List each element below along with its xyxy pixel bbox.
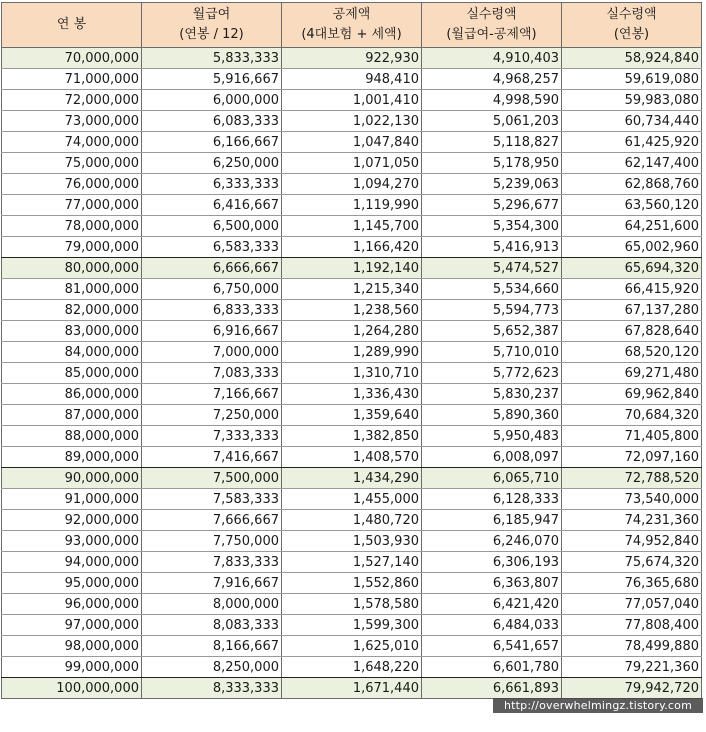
annual-salary-cell: 92,000,000 xyxy=(2,510,142,531)
monthly-salary-cell: 7,250,000 xyxy=(142,405,282,426)
net-monthly-cell: 6,363,807 xyxy=(422,573,562,594)
table-row xyxy=(2,48,702,69)
net-monthly-cell: 6,601,780 xyxy=(422,657,562,678)
deduction-cell: 1,238,560 xyxy=(282,300,422,321)
net-monthly-cell: 6,185,947 xyxy=(422,510,562,531)
deduction-cell: 1,264,280 xyxy=(282,321,422,342)
net-monthly-cell: 5,416,913 xyxy=(422,237,562,258)
deduction-cell: 1,289,990 xyxy=(282,342,422,363)
net-annual-cell: 64,251,600 xyxy=(562,216,702,237)
annual-salary-cell: 72,000,000 xyxy=(2,90,142,111)
header-line: (연봉) xyxy=(613,27,650,42)
deduction-cell: 1,382,850 xyxy=(282,426,422,447)
annual-salary-cell: 94,000,000 xyxy=(2,552,142,573)
table-body xyxy=(2,48,702,699)
monthly-salary-cell: 7,500,000 xyxy=(142,468,282,489)
deduction-cell: 1,336,430 xyxy=(282,384,422,405)
net-annual-cell: 79,221,360 xyxy=(562,657,702,678)
net-annual-cell: 77,057,040 xyxy=(562,594,702,615)
table-row xyxy=(2,258,702,279)
watermark: http://overwhelmingz.tistory.com xyxy=(493,698,703,713)
monthly-salary-cell: 7,166,667 xyxy=(142,384,282,405)
annual-salary-cell: 76,000,000 xyxy=(2,174,142,195)
net-monthly-cell: 6,661,893 xyxy=(422,678,562,699)
table-row xyxy=(2,174,702,195)
table-row xyxy=(2,552,702,573)
net-annual-cell: 67,828,640 xyxy=(562,321,702,342)
monthly-salary-cell: 7,833,333 xyxy=(142,552,282,573)
deduction-cell: 1,119,990 xyxy=(282,195,422,216)
header-line: 연 봉 xyxy=(56,17,87,32)
net-annual-cell: 74,952,840 xyxy=(562,531,702,552)
net-monthly-cell: 5,652,387 xyxy=(422,321,562,342)
net-annual-cell: 74,231,360 xyxy=(562,510,702,531)
monthly-salary-cell: 6,833,333 xyxy=(142,300,282,321)
annual-salary-header xyxy=(2,3,142,48)
net-annual-cell: 69,271,480 xyxy=(562,363,702,384)
table-header xyxy=(2,3,702,48)
deduction-cell: 1,022,130 xyxy=(282,111,422,132)
monthly-salary-cell: 5,916,667 xyxy=(142,69,282,90)
table-row xyxy=(2,153,702,174)
net-annual-cell: 61,425,920 xyxy=(562,132,702,153)
deduction-cell: 1,145,700 xyxy=(282,216,422,237)
monthly-salary-cell: 7,583,333 xyxy=(142,489,282,510)
net-monthly-cell: 4,998,590 xyxy=(422,90,562,111)
net-monthly-cell: 5,118,827 xyxy=(422,132,562,153)
monthly-salary-cell: 8,083,333 xyxy=(142,615,282,636)
table-row xyxy=(2,594,702,615)
annual-salary-cell: 99,000,000 xyxy=(2,657,142,678)
net-annual-cell: 66,415,920 xyxy=(562,279,702,300)
monthly-salary-cell: 6,750,000 xyxy=(142,279,282,300)
annual-salary-cell: 87,000,000 xyxy=(2,405,142,426)
table-row xyxy=(2,447,702,468)
salary-table xyxy=(1,2,702,699)
deduction-cell: 1,001,410 xyxy=(282,90,422,111)
monthly-salary-cell: 6,666,667 xyxy=(142,258,282,279)
annual-salary-cell: 84,000,000 xyxy=(2,342,142,363)
annual-salary-cell: 80,000,000 xyxy=(2,258,142,279)
deduction-cell: 922,930 xyxy=(282,48,422,69)
table-row xyxy=(2,531,702,552)
annual-salary-cell: 96,000,000 xyxy=(2,594,142,615)
net-annual-cell: 75,674,320 xyxy=(562,552,702,573)
net-monthly-cell: 5,354,300 xyxy=(422,216,562,237)
deduction-cell: 1,527,140 xyxy=(282,552,422,573)
net-annual-cell: 72,097,160 xyxy=(562,447,702,468)
table-row xyxy=(2,363,702,384)
table-row xyxy=(2,279,702,300)
monthly-salary-cell: 5,833,333 xyxy=(142,48,282,69)
table-row xyxy=(2,510,702,531)
net-annual-cell: 67,137,280 xyxy=(562,300,702,321)
annual-salary-cell: 90,000,000 xyxy=(2,468,142,489)
header-line: 월급여 xyxy=(192,7,231,22)
monthly-salary-cell: 6,500,000 xyxy=(142,216,282,237)
net-annual-cell: 79,942,720 xyxy=(562,678,702,699)
annual-salary-cell: 85,000,000 xyxy=(2,363,142,384)
deduction-cell: 1,671,440 xyxy=(282,678,422,699)
deduction-cell: 1,599,300 xyxy=(282,615,422,636)
table-row xyxy=(2,90,702,111)
monthly-salary-cell: 6,583,333 xyxy=(142,237,282,258)
deduction-cell: 1,434,290 xyxy=(282,468,422,489)
annual-salary-cell: 82,000,000 xyxy=(2,300,142,321)
monthly-salary-cell: 7,333,333 xyxy=(142,426,282,447)
deduction-cell: 1,094,270 xyxy=(282,174,422,195)
table-row xyxy=(2,237,702,258)
monthly-salary-cell: 7,000,000 xyxy=(142,342,282,363)
monthly-salary-cell: 7,750,000 xyxy=(142,531,282,552)
net-annual-header xyxy=(562,3,702,48)
net-monthly-cell: 6,128,333 xyxy=(422,489,562,510)
deduction-cell: 1,166,420 xyxy=(282,237,422,258)
net-monthly-cell: 5,890,360 xyxy=(422,405,562,426)
monthly-salary-cell: 7,416,667 xyxy=(142,447,282,468)
deduction-cell: 1,648,220 xyxy=(282,657,422,678)
annual-salary-cell: 71,000,000 xyxy=(2,69,142,90)
net-annual-cell: 62,868,760 xyxy=(562,174,702,195)
net-monthly-cell: 5,296,677 xyxy=(422,195,562,216)
table-row xyxy=(2,636,702,657)
monthly-salary-cell: 8,000,000 xyxy=(142,594,282,615)
monthly-salary-cell: 6,083,333 xyxy=(142,111,282,132)
annual-salary-cell: 73,000,000 xyxy=(2,111,142,132)
net-monthly-cell: 5,594,773 xyxy=(422,300,562,321)
annual-salary-cell: 77,000,000 xyxy=(2,195,142,216)
net-monthly-cell: 5,239,063 xyxy=(422,174,562,195)
net-monthly-cell: 6,421,420 xyxy=(422,594,562,615)
monthly-salary-cell: 6,000,000 xyxy=(142,90,282,111)
monthly-salary-cell: 6,416,667 xyxy=(142,195,282,216)
header-line: (4대보험 + 세액) xyxy=(301,27,402,42)
annual-salary-cell: 79,000,000 xyxy=(2,237,142,258)
deduction-cell: 1,625,010 xyxy=(282,636,422,657)
deduction-cell: 1,310,710 xyxy=(282,363,422,384)
deduction-cell: 1,552,860 xyxy=(282,573,422,594)
annual-salary-cell: 75,000,000 xyxy=(2,153,142,174)
annual-salary-cell: 98,000,000 xyxy=(2,636,142,657)
net-annual-cell: 62,147,400 xyxy=(562,153,702,174)
net-annual-cell: 70,684,320 xyxy=(562,405,702,426)
deduction-cell: 948,410 xyxy=(282,69,422,90)
table-row xyxy=(2,678,702,699)
table-row xyxy=(2,132,702,153)
monthly-salary-cell: 7,083,333 xyxy=(142,363,282,384)
table-row xyxy=(2,111,702,132)
net-annual-cell: 65,694,320 xyxy=(562,258,702,279)
monthly-salary-header xyxy=(142,3,282,48)
annual-salary-cell: 89,000,000 xyxy=(2,447,142,468)
net-monthly-cell: 6,246,070 xyxy=(422,531,562,552)
header-line: 공제액 xyxy=(332,7,371,22)
net-monthly-cell: 4,910,403 xyxy=(422,48,562,69)
table-row xyxy=(2,573,702,594)
net-monthly-cell: 5,830,237 xyxy=(422,384,562,405)
header-line: 실수령액 xyxy=(466,7,517,22)
table-row xyxy=(2,657,702,678)
annual-salary-cell: 95,000,000 xyxy=(2,573,142,594)
net-monthly-cell: 4,968,257 xyxy=(422,69,562,90)
deduction-cell: 1,578,580 xyxy=(282,594,422,615)
net-annual-cell: 77,808,400 xyxy=(562,615,702,636)
net-monthly-header xyxy=(422,3,562,48)
monthly-salary-cell: 6,333,333 xyxy=(142,174,282,195)
net-annual-cell: 63,560,120 xyxy=(562,195,702,216)
monthly-salary-cell: 7,666,667 xyxy=(142,510,282,531)
header-line: (월급여-공제액) xyxy=(446,27,537,42)
net-monthly-cell: 6,065,710 xyxy=(422,468,562,489)
net-annual-cell: 59,983,080 xyxy=(562,90,702,111)
monthly-salary-cell: 6,916,667 xyxy=(142,321,282,342)
net-annual-cell: 78,499,880 xyxy=(562,636,702,657)
table-row xyxy=(2,321,702,342)
net-monthly-cell: 5,178,950 xyxy=(422,153,562,174)
table-row xyxy=(2,216,702,237)
net-monthly-cell: 6,484,033 xyxy=(422,615,562,636)
monthly-salary-cell: 8,333,333 xyxy=(142,678,282,699)
annual-salary-cell: 70,000,000 xyxy=(2,48,142,69)
net-annual-cell: 69,962,840 xyxy=(562,384,702,405)
monthly-salary-cell: 8,166,667 xyxy=(142,636,282,657)
annual-salary-cell: 91,000,000 xyxy=(2,489,142,510)
annual-salary-cell: 86,000,000 xyxy=(2,384,142,405)
net-monthly-cell: 5,950,483 xyxy=(422,426,562,447)
net-annual-cell: 58,924,840 xyxy=(562,48,702,69)
net-monthly-cell: 5,710,010 xyxy=(422,342,562,363)
deduction-cell: 1,047,840 xyxy=(282,132,422,153)
deduction-cell: 1,071,050 xyxy=(282,153,422,174)
annual-salary-cell: 88,000,000 xyxy=(2,426,142,447)
net-monthly-cell: 5,534,660 xyxy=(422,279,562,300)
deduction-cell: 1,192,140 xyxy=(282,258,422,279)
header-line: 실수령액 xyxy=(606,7,657,22)
table-row xyxy=(2,342,702,363)
table-row xyxy=(2,489,702,510)
net-monthly-cell: 6,306,193 xyxy=(422,552,562,573)
net-annual-cell: 76,365,680 xyxy=(562,573,702,594)
net-monthly-cell: 6,541,657 xyxy=(422,636,562,657)
table-row xyxy=(2,300,702,321)
monthly-salary-cell: 6,250,000 xyxy=(142,153,282,174)
net-monthly-cell: 5,474,527 xyxy=(422,258,562,279)
net-annual-cell: 65,002,960 xyxy=(562,237,702,258)
annual-salary-cell: 97,000,000 xyxy=(2,615,142,636)
net-monthly-cell: 5,772,623 xyxy=(422,363,562,384)
deduction-cell: 1,503,930 xyxy=(282,531,422,552)
net-annual-cell: 59,619,080 xyxy=(562,69,702,90)
annual-salary-cell: 78,000,000 xyxy=(2,216,142,237)
monthly-salary-cell: 6,166,667 xyxy=(142,132,282,153)
table-row xyxy=(2,468,702,489)
net-annual-cell: 68,520,120 xyxy=(562,342,702,363)
net-annual-cell: 73,540,000 xyxy=(562,489,702,510)
header-line: (연봉 / 12) xyxy=(179,27,244,42)
deduction-cell: 1,215,340 xyxy=(282,279,422,300)
table-row xyxy=(2,405,702,426)
deduction-cell: 1,408,570 xyxy=(282,447,422,468)
annual-salary-cell: 74,000,000 xyxy=(2,132,142,153)
deduction-cell: 1,359,640 xyxy=(282,405,422,426)
annual-salary-cell: 100,000,000 xyxy=(2,678,142,699)
table-row xyxy=(2,426,702,447)
header-row xyxy=(2,3,702,48)
annual-salary-cell: 83,000,000 xyxy=(2,321,142,342)
annual-salary-cell: 93,000,000 xyxy=(2,531,142,552)
net-annual-cell: 60,734,440 xyxy=(562,111,702,132)
net-monthly-cell: 6,008,097 xyxy=(422,447,562,468)
monthly-salary-cell: 8,250,000 xyxy=(142,657,282,678)
net-annual-cell: 72,788,520 xyxy=(562,468,702,489)
table-row xyxy=(2,615,702,636)
table-row xyxy=(2,384,702,405)
net-annual-cell: 71,405,800 xyxy=(562,426,702,447)
deduction-cell: 1,455,000 xyxy=(282,489,422,510)
deduction-cell: 1,480,720 xyxy=(282,510,422,531)
monthly-salary-cell: 7,916,667 xyxy=(142,573,282,594)
annual-salary-cell: 81,000,000 xyxy=(2,279,142,300)
table-row xyxy=(2,195,702,216)
table-row xyxy=(2,69,702,90)
deduction-header xyxy=(282,3,422,48)
net-monthly-cell: 5,061,203 xyxy=(422,111,562,132)
